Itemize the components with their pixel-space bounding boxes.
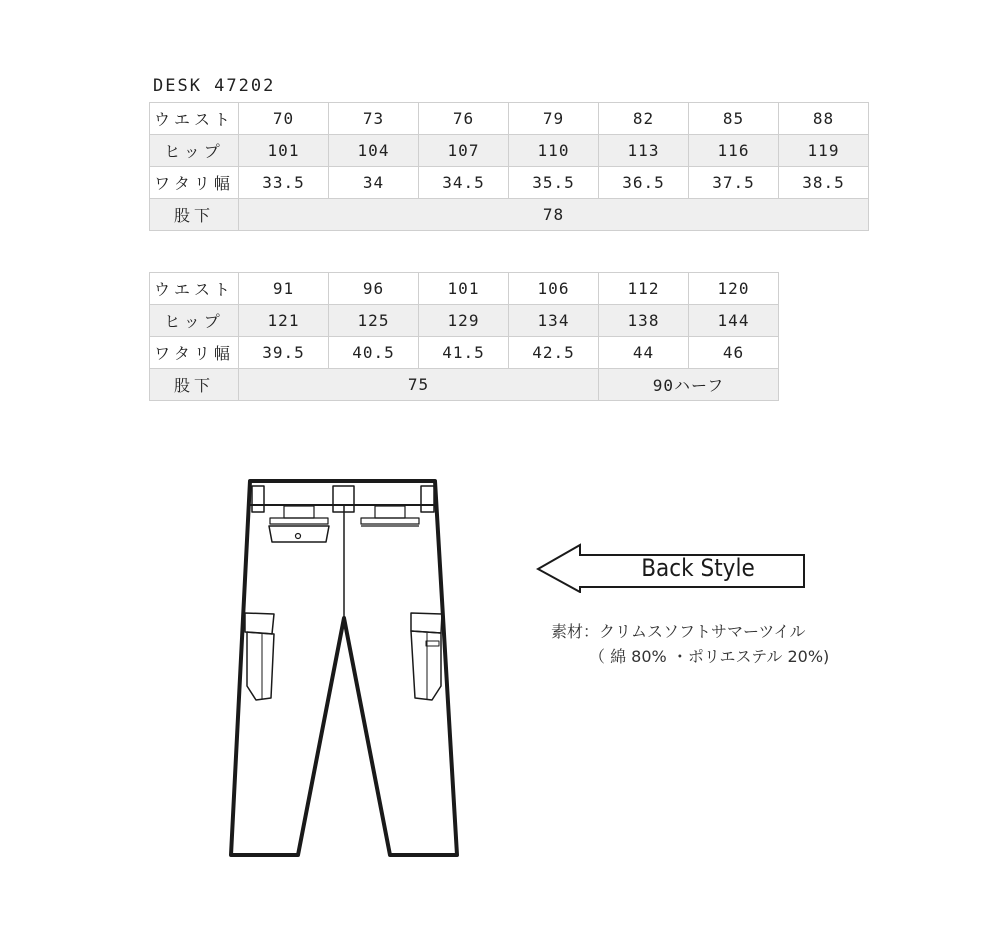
hip-row	[150, 305, 779, 337]
waist-label: ウエスト	[150, 103, 239, 135]
waist-cell: 76	[419, 103, 509, 135]
waist-label: ウエスト	[150, 273, 239, 305]
back-style-label: Back Style	[641, 554, 755, 582]
thigh-cell: 40.5	[329, 337, 419, 369]
waist-cell: 88	[779, 103, 869, 135]
thigh-cell: 35.5	[509, 167, 599, 199]
size-table-1	[149, 102, 869, 231]
inseam-cell: 75	[239, 369, 599, 401]
material-info	[551, 619, 829, 669]
inseam-row	[150, 369, 779, 401]
pants-back-illustration	[228, 476, 460, 861]
waist-cell: 82	[599, 103, 689, 135]
hip-cell: 125	[329, 305, 419, 337]
hip-label: ヒップ	[150, 135, 239, 167]
waist-cell: 91	[239, 273, 329, 305]
hip-cell: 116	[689, 135, 779, 167]
hip-cell: 134	[509, 305, 599, 337]
waist-cell: 101	[419, 273, 509, 305]
hip-cell: 138	[599, 305, 689, 337]
thigh-cell: 34.5	[419, 167, 509, 199]
hip-cell: 119	[779, 135, 869, 167]
hip-cell: 113	[599, 135, 689, 167]
material-line-1: 素材：クリムスソフトサマーツイル	[551, 622, 806, 641]
hip-cell: 121	[239, 305, 329, 337]
hip-row	[150, 135, 869, 167]
thigh-label: ワタリ幅	[150, 337, 239, 369]
thigh-cell: 46	[689, 337, 779, 369]
size-table-2	[149, 272, 779, 401]
waist-cell: 106	[509, 273, 599, 305]
thigh-cell: 38.5	[779, 167, 869, 199]
waist-cell: 79	[509, 103, 599, 135]
inseam-label: 股下	[150, 199, 239, 231]
waist-cell: 85	[689, 103, 779, 135]
waist-row	[150, 273, 779, 305]
inseam-label: 股下	[150, 369, 239, 401]
inseam-row	[150, 199, 869, 231]
waist-cell: 112	[599, 273, 689, 305]
hip-cell: 104	[329, 135, 419, 167]
thigh-cell: 44	[599, 337, 689, 369]
thigh-cell: 39.5	[239, 337, 329, 369]
waist-cell: 96	[329, 273, 419, 305]
thigh-label: ワタリ幅	[150, 167, 239, 199]
thigh-cell: 33.5	[239, 167, 329, 199]
hip-cell: 101	[239, 135, 329, 167]
waist-cell: 73	[329, 103, 419, 135]
hip-cell: 107	[419, 135, 509, 167]
hip-label: ヒップ	[150, 305, 239, 337]
thigh-cell: 37.5	[689, 167, 779, 199]
waist-cell: 120	[689, 273, 779, 305]
thigh-cell: 36.5	[599, 167, 689, 199]
thigh-row	[150, 337, 779, 369]
inseam-cell: 78	[239, 199, 869, 231]
material-line-2: （ 綿 80% ・ポリエステル 20%)	[589, 647, 830, 666]
thigh-cell: 42.5	[509, 337, 599, 369]
hip-cell: 144	[689, 305, 779, 337]
hip-cell: 129	[419, 305, 509, 337]
waist-cell: 70	[239, 103, 329, 135]
inseam-half-cell: 90ハーフ	[599, 369, 779, 401]
thigh-cell: 34	[329, 167, 419, 199]
model-number: DESK 47202	[153, 76, 276, 96]
hip-cell: 110	[509, 135, 599, 167]
thigh-cell: 41.5	[419, 337, 509, 369]
thigh-row	[150, 167, 869, 199]
waist-row	[150, 103, 869, 135]
